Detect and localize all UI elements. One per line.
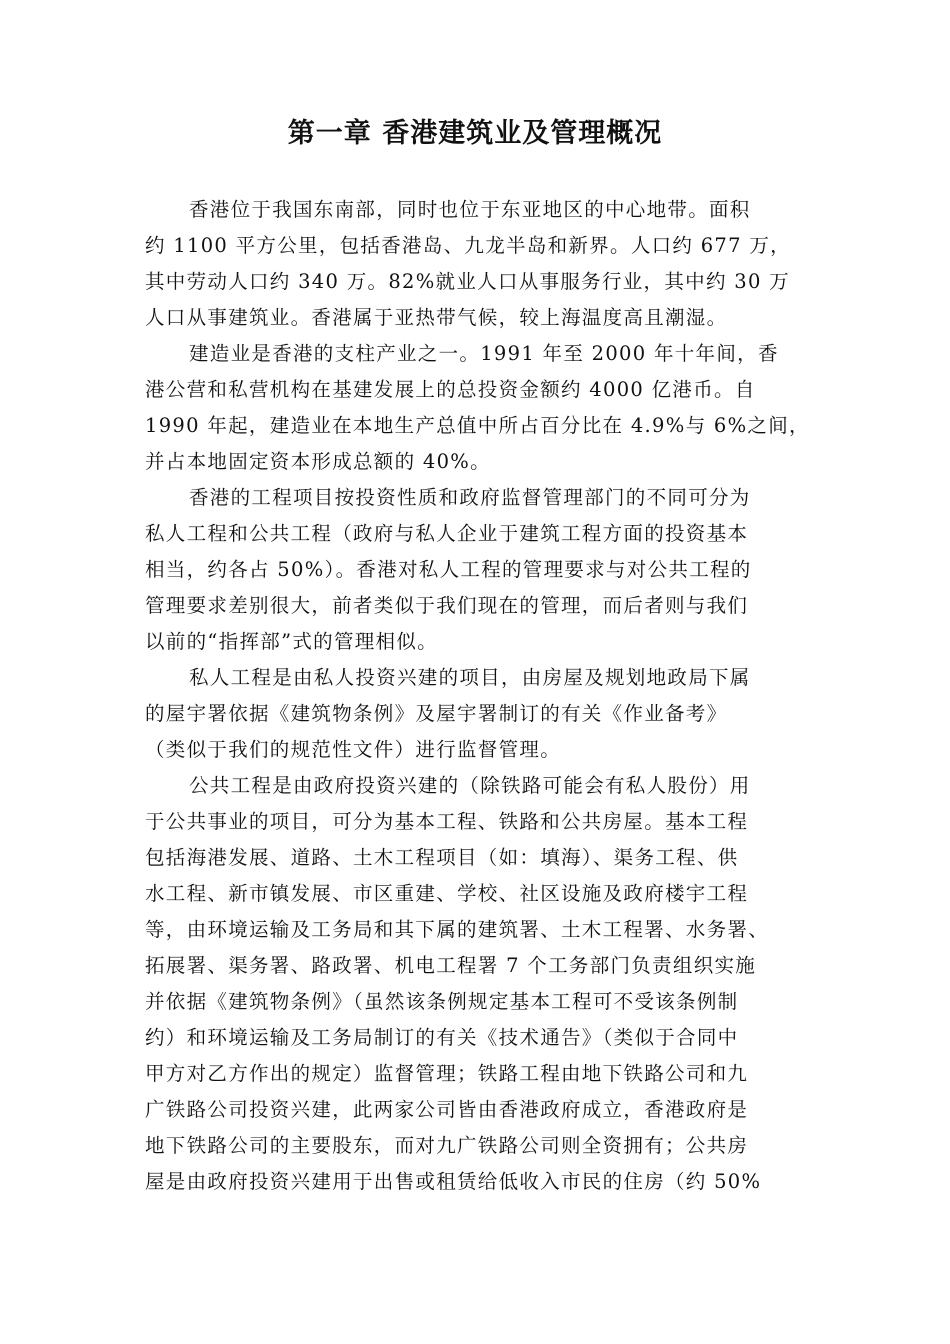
paragraph-private-works [145, 660, 810, 768]
text-line: 屋是由政府投资兴建用于出售或租赁给低收入市民的住房（约 50% [145, 1170, 762, 1193]
text-line: 的屋宇署依据《建筑物条例》及屋宇署制订的有关《作业备考》 [145, 702, 728, 725]
text-line: 约）和环境运输及工务局制订的有关《技术通告》（类似于合同中 [145, 1026, 739, 1049]
text-line: 港公营和私营机构在基建发展上的总投资金额约 4000 亿港币。自 [145, 378, 756, 401]
text-line: 建造业是香港的支柱产业之一。1991 年至 2000 年十年间，香 [189, 342, 779, 365]
text-line: 并占本地固定资本形成总额的 40%。 [145, 450, 491, 473]
text-line: 地下铁路公司的主要股东，而对九广铁路公司则全资拥有；公共房 [145, 1134, 749, 1157]
text-line: 香港的工程项目按投资性质和政府监督管理部门的不同可分为 [189, 486, 751, 509]
text-line: 1990 年起，建造业在本地生产总值中所占百分比在 4.9%与 6%之间， [145, 414, 810, 437]
text-line: 香港位于我国东南部，同时也位于东亚地区的中心地带。面积 [189, 198, 751, 221]
text-line: 其中劳动人口约 340 万。82%就业人口从事服务行业，其中约 30 万 [145, 270, 790, 293]
text-line: 广铁路公司投资兴建，此两家公司皆由香港政府成立，香港政府是 [145, 1098, 749, 1121]
paragraph-project-types [145, 480, 810, 660]
text-line: 公共工程是由政府投资兴建的（除铁路可能会有私人股份）用 [189, 774, 751, 797]
text-line: 于公共事业的项目，可分为基本工程、铁路和公共房屋。基本工程 [145, 810, 749, 833]
text-line: 甲方对乙方作出的规定）监督管理；铁路工程由地下铁路公司和九 [145, 1062, 749, 1085]
text-line: 拓展署、渠务署、路政署、机电工程署 7 个工务部门负责组织实施 [145, 954, 757, 977]
paragraph-location [145, 192, 810, 336]
text-line: 人口从事建筑业。香港属于亚热带气候，较上海温度高且潮湿。 [145, 306, 728, 329]
text-line: 水工程、新市镇发展、市区重建、学校、社区设施及政府楼宇工程 [145, 882, 749, 905]
text-line: 以前的“指挥部”式的管理相似。 [145, 630, 438, 653]
chapter-title: 第一章 香港建筑业及管理概况 [287, 118, 663, 149]
text-line: 私人工程和公共工程（政府与私人企业于建筑工程方面的投资基本 [145, 522, 749, 545]
body-text [145, 192, 810, 1200]
text-line: 包括海港发展、道路、土木工程项目（如：填海）、渠务工程、供 [145, 846, 739, 869]
text-line: 相当，约各占 50%）。香港对私人工程的管理要求与对公共工程的 [145, 558, 752, 581]
text-line: 等，由环境运输及工务局和其下属的建筑署、土木工程署、水务署、 [145, 918, 770, 941]
paragraph-construction-industry [145, 336, 810, 480]
text-line: 约 1100 平方公里，包括香港岛、九龙半岛和新界。人口约 677 万， [145, 234, 791, 257]
text-line: 并依据《建筑物条例》（虽然该条例规定基本工程可不受该条例制 [145, 990, 739, 1013]
paragraph-public-works [145, 768, 810, 1200]
text-line: （类似于我们的规范性文件）进行监督管理。 [145, 738, 562, 761]
text-line: 私人工程是由私人投资兴建的项目，由房屋及规划地政局下属 [189, 666, 751, 689]
text-line: 管理要求差别很大，前者类似于我们现在的管理，而后者则与我们 [145, 594, 749, 617]
